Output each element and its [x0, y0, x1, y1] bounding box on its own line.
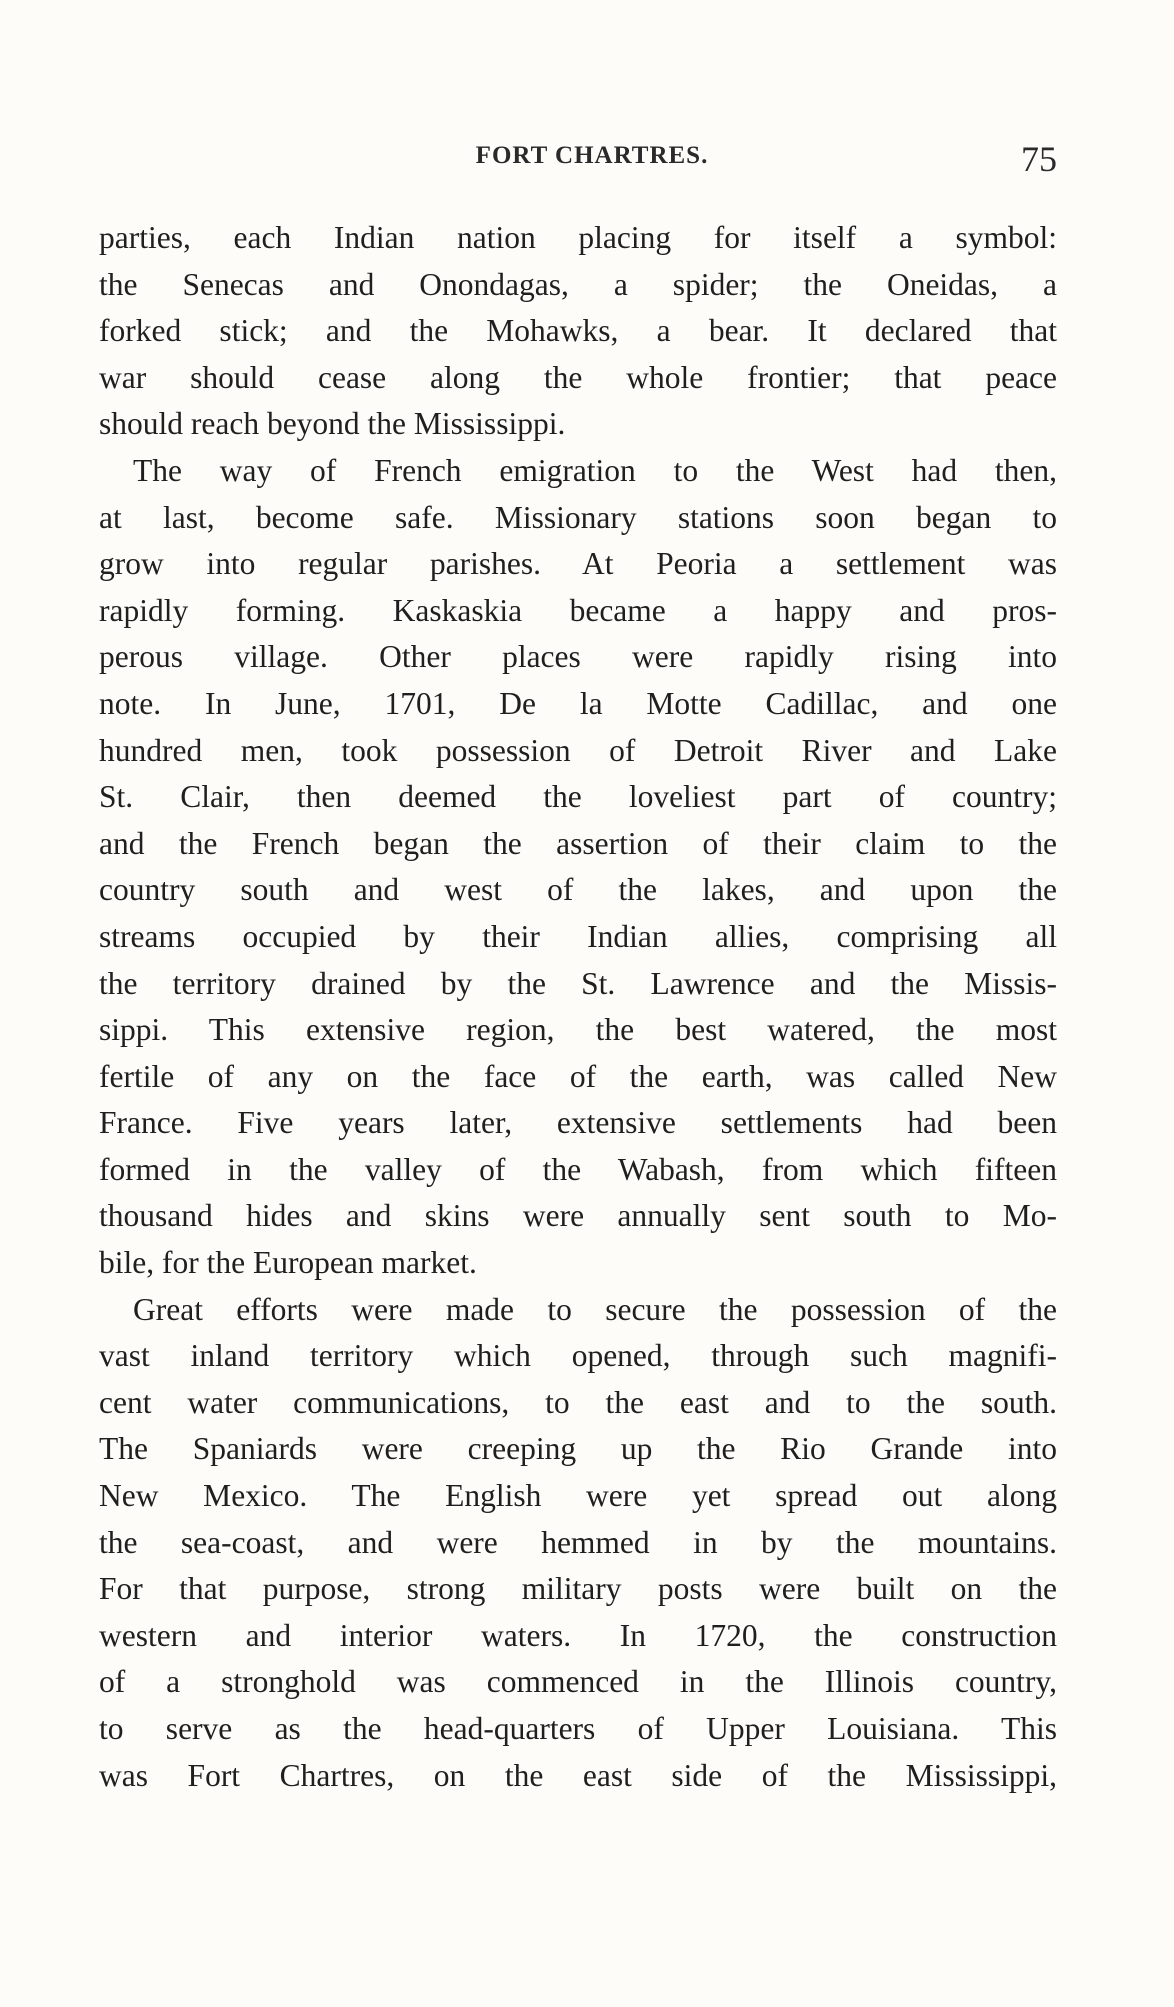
text-line: forked stick; and the Mohawks, a bear. It declared that: [99, 313, 1057, 349]
text-line: The Spaniards were creeping up the Rio Grande into: [99, 1431, 1057, 1467]
page-number: 75: [1021, 139, 1057, 179]
text-line: sippi. This extensive region, the best watered, the most: [99, 1012, 1057, 1048]
text-line: country south and west of the lakes, and upon the: [99, 872, 1057, 908]
text-line: For that purpose, strong military posts were built on the: [99, 1571, 1057, 1607]
text-line: should reach beyond the Mississippi.: [99, 406, 566, 442]
text-line: cent water communications, to the east and to the south.: [99, 1384, 1057, 1420]
text-line: grow into regular parishes. At Peoria a settlement was: [99, 546, 1057, 582]
body-text: [99, 215, 1057, 1799]
text-line: hundred men, took possession of Detroit River and Lake: [99, 732, 1057, 768]
text-line: the Senecas and Onondagas, a spider; the Oneidas, a: [99, 266, 1057, 302]
text-line: streams occupied by their Indian allies, comprising all: [99, 918, 1057, 954]
text-line: fertile of any on the face of the earth, was called New: [99, 1058, 1057, 1094]
text-line: western and interior waters. In 1720, the construction: [99, 1617, 1057, 1653]
running-head: [127, 138, 1057, 178]
text-line: war should cease along the whole frontier; that peace: [99, 359, 1057, 395]
text-line: to serve as the head-quarters of Upper Louisiana. This: [99, 1711, 1057, 1746]
text-line: The way of French emigration to the West had then,: [133, 452, 1057, 488]
text-line: and the French began the assertion of their claim to the: [99, 825, 1057, 861]
text-line: bile, for the European market.: [99, 1245, 477, 1281]
text-line: thousand hides and skins were annually sent south to Mo-: [99, 1198, 1057, 1234]
text-line: perous village. Other places were rapidly rising into: [99, 639, 1057, 675]
running-title: FORT CHARTRES.: [475, 142, 709, 169]
text-line: parties, each Indian nation placing for itself a symbol:: [99, 220, 1057, 255]
text-line: the sea-coast, and were hemmed in by the mountains.: [99, 1524, 1057, 1560]
text-line: was Fort Chartres, on the east side of the Mississippi,: [99, 1757, 1057, 1793]
text-line: vast inland territory which opened, through such magnifi-: [99, 1338, 1057, 1374]
text-line: formed in the valley of the Wabash, from which fifteen: [99, 1151, 1057, 1187]
text-line: note. In June, 1701, De la Motte Cadillac, and one: [99, 685, 1057, 721]
text-line: St. Clair, then deemed the loveliest part of country;: [99, 779, 1057, 815]
text-line: Great efforts were made to secure the possession of the: [133, 1291, 1057, 1327]
text-line: France. Five years later, extensive settlements had been: [99, 1105, 1057, 1141]
text-line: rapidly forming. Kaskaskia became a happy and pros-: [99, 592, 1057, 628]
text-line: of a stronghold was commenced in the Illinois country,: [99, 1664, 1057, 1700]
text-line: New Mexico. The English were yet spread out along: [99, 1478, 1057, 1514]
text-line: the territory drained by the St. Lawrence and the Missis-: [99, 965, 1057, 1001]
text-line: at last, become safe. Missionary stations soon began to: [99, 499, 1057, 535]
